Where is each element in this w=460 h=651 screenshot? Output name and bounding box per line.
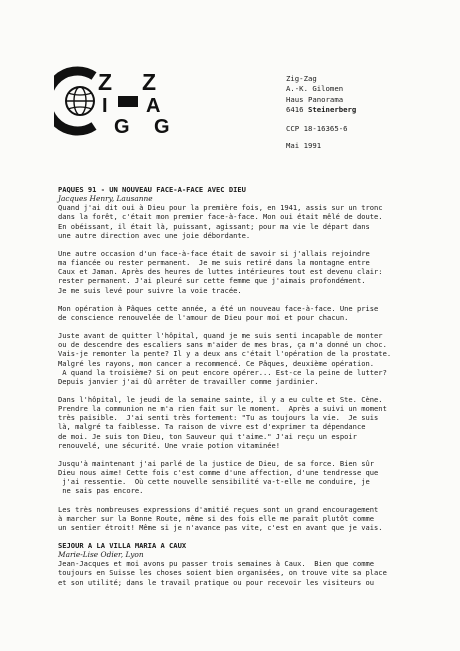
text-line: A quand la troisième? Si on peut encore opérer... Est-ce la peine de lutter? (58, 367, 387, 377)
text-line: et son utilité; dans le travail pratique ou pour recevoir les visiteurs ou (58, 577, 375, 587)
article-paragraph (58, 203, 418, 240)
zig-zag-logo (54, 66, 186, 136)
article-author: Jacques Henry, Lausanne (58, 194, 153, 204)
address-block (286, 74, 356, 152)
text-line: ou de descendre des escaliers sans m'aider de mes bras, ça m'a donné un choc. (58, 340, 387, 350)
logo-hyphen-bar (118, 96, 138, 107)
address-line: Zig-Zag (286, 74, 317, 83)
text-line: Depuis janvier j'ai dû arrêter de travailler comme jardinier. (58, 376, 319, 386)
logo-letter: G (114, 116, 130, 136)
article-paragraph (58, 459, 418, 496)
article-author: Marie-Lise Odier, Lyon (58, 550, 144, 560)
logo-letter: G (154, 116, 170, 136)
ccp-number: CCP 18-16365-6 (286, 124, 348, 134)
logo-letter: Z (142, 69, 157, 95)
text-line: très paisible. J'ai senti très fortement: "Tu as toujours la vie. Je suis (58, 413, 379, 423)
text-line: un sentier étroit! Même si je n'avance pas vite, c'est en avant que je vais. (58, 522, 383, 532)
text-line: Dieu nous aime! Cette fois c'est comme d'une affection, d'une tendresse que (58, 468, 379, 478)
text-line: rester permanent. J'ai pleuré sur cette femme que j'aimais profondément. (58, 276, 366, 286)
text-line: Malgré les rayons, mon cancer a recommencé. Ce Pâques, deuxième opération. (58, 358, 375, 368)
text-line: de conscience renouvelée de l'amour de Dieu pour moi et pour chacun. (58, 312, 349, 322)
newsletter-content (58, 185, 418, 596)
article-paragraph (58, 505, 418, 532)
address-line: A.-K. Gilomen (286, 84, 344, 94)
address-city: Steinerberg (307, 104, 357, 114)
article-title: PAQUES 91 - UN NOUVEAU FACE-A-FACE AVEC DIEU (58, 185, 246, 194)
logo-letter: A (146, 95, 161, 117)
article-paragraph (58, 395, 418, 450)
text-line: Je me suis levé pour suivre la voie tracée. (58, 285, 242, 295)
article-paragraph (58, 559, 418, 586)
text-line: à marcher sur la Bonne Route, même si des fois elle me paraît plutôt comme (58, 513, 375, 523)
text-line: Dans l'hôpital, le jeudi de la semaine sainte, il y a eu culte et Ste. Cène. (58, 394, 383, 404)
issue-date: Mai 1991 (286, 141, 322, 151)
text-line: j'ai ressentie. Où cette nouvelle sensibilité va-t-elle me conduire, je (58, 477, 370, 487)
text-line: Juste avant de quitter l'hôpital, quand je me suis senti incapable de monter (58, 331, 383, 341)
text-line: ne sais pas encore. (58, 486, 144, 496)
text-line: Une autre occasion d'un face-à-face était de savoir si j'allais rejoindre (58, 248, 370, 258)
logo-letter: Z (98, 69, 113, 95)
address-zip: 6416 (286, 104, 304, 114)
text-line: toujours en Suisse les choses soient bien organisées, on trouve vite sa place (58, 568, 387, 578)
text-line: Caux et Jaman. Après des heures de luttes intérieures tout est devenu clair: (58, 267, 383, 277)
article-paragraph (58, 331, 418, 386)
address-city-line (286, 105, 356, 115)
text-line: de moi. Je suis ton Dieu, ton Sauveur qui t'aime." J'ai reçu un espoir (58, 431, 357, 441)
text-line: Quand j'ai dit oui à Dieu pour la première fois, en 1941, assis sur un tronc (58, 203, 383, 213)
text-line: Prendre la communion ne m'a rien fait sur le moment. Après a suivi un moment (58, 404, 387, 414)
globe-icon (66, 87, 94, 115)
article-paragraph (58, 249, 418, 295)
text-line: là, malgré ta faiblesse. Ta raison de vivre est d'exprimer ta dépendance (58, 422, 366, 432)
text-line: Jean-Jacques et moi avons pu passer trois semaines à Caux. Bien que comme (58, 559, 375, 569)
address-line: Haus Panorama (286, 94, 344, 104)
text-line: Jusqu'à maintenant j'ai parlé de la justice de Dieu, de sa force. Bien sûr (58, 458, 375, 468)
text-line: En obéissant, il était là, puissant, agissant; pour ma vie le départ dans (58, 221, 370, 231)
article-paragraph (58, 304, 418, 322)
text-line: dans la forêt, c'était mon premier face-à-face. Mon oui était mêlé de doute. (58, 212, 383, 222)
text-line: Mon opération à Pâques cette année, a été un nouveau face-à-face. Une prise (58, 303, 379, 313)
text-line: Vais-je remonter la pente? Il y a deux ans c'était l'opération de la prostate. (58, 349, 392, 359)
text-line: ma fiancée ou rester permanent. Je me suis retiré dans la montagne entre (58, 258, 370, 268)
article-title: SEJOUR A LA VILLA MARIA A CAUX (58, 541, 187, 550)
text-line: renouvelé, une sécurité. Une vraie potion vitaminée! (58, 440, 281, 450)
text-line: une autre direction avec une joie débordante. (58, 230, 251, 240)
logo-letter: I (102, 95, 108, 117)
text-line: Les très nombreuses expressions d'amitié reçues sont un grand encouragement (58, 504, 379, 514)
